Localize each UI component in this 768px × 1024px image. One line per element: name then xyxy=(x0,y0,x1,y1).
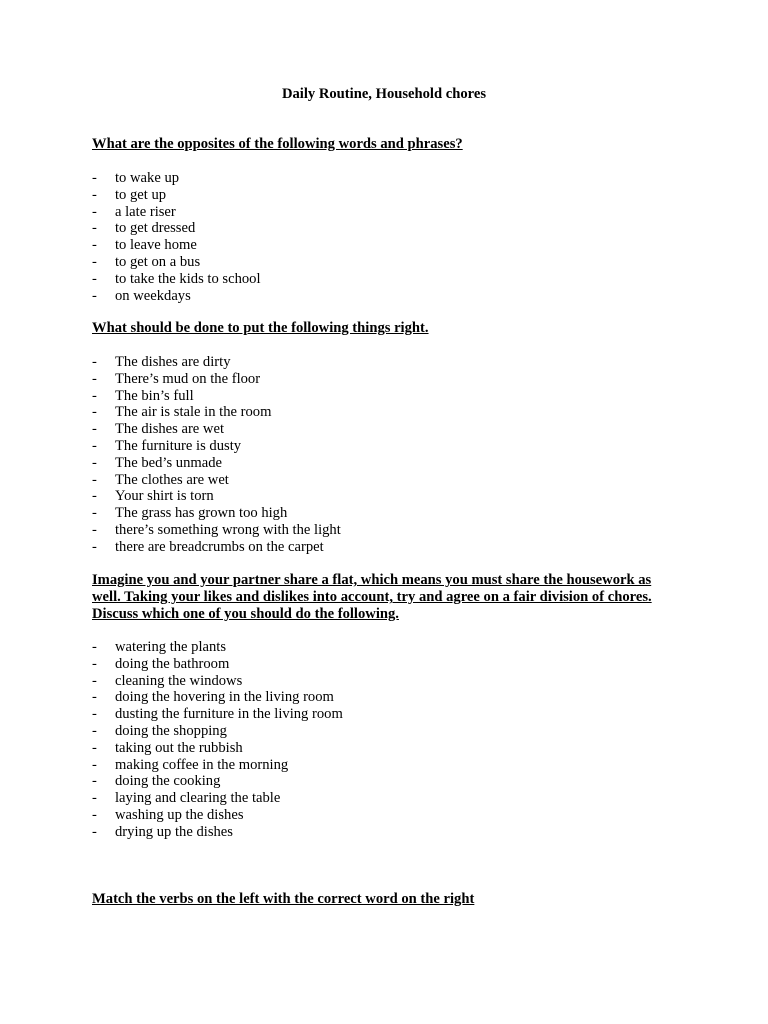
list-item xyxy=(92,673,692,690)
section-1-list xyxy=(92,170,692,304)
section-2-list xyxy=(92,354,692,556)
list-item-text: The air is stale in the room xyxy=(115,404,272,421)
bullet-dash: - xyxy=(92,170,97,186)
list-item-text: taking out the rubbish xyxy=(115,739,243,756)
bullet-dash: - xyxy=(92,203,97,220)
list-item-text: doing the hovering in the living room xyxy=(115,689,334,706)
list-item-text: The dishes are wet xyxy=(115,421,225,438)
bullet-dash: - xyxy=(92,186,97,203)
list-item-text: a late riser xyxy=(115,203,176,220)
section-1-heading: What are the opposites of the following words and phrases? xyxy=(92,136,463,152)
list-item xyxy=(92,472,692,489)
list-item-text: there are breadcrumbs on the carpet xyxy=(115,538,324,555)
bullet-dash: - xyxy=(92,237,97,254)
list-item-text: making coffee in the morning xyxy=(115,756,289,773)
list-item-text: The clothes are wet xyxy=(115,471,229,488)
list-item xyxy=(92,187,692,204)
bullet-dash: - xyxy=(92,538,97,555)
list-item xyxy=(92,522,692,539)
bullet-dash: - xyxy=(92,790,97,807)
list-item-text: dusting the furniture in the living room xyxy=(115,706,343,723)
bullet-dash: - xyxy=(92,689,97,706)
list-item-text: doing the bathroom xyxy=(115,655,230,672)
bullet-dash: - xyxy=(92,370,97,387)
list-item-text: Your shirt is torn xyxy=(115,488,214,505)
list-item xyxy=(92,773,692,790)
list-item xyxy=(92,388,692,405)
bullet-dash: - xyxy=(92,220,97,237)
list-item-text: The dishes are dirty xyxy=(115,354,231,370)
bullet-dash: - xyxy=(92,488,97,505)
bullet-dash: - xyxy=(92,421,97,438)
list-item xyxy=(92,220,692,237)
list-item-text: doing the shopping xyxy=(115,722,227,739)
list-item xyxy=(92,438,692,455)
list-item-text: There’s mud on the floor xyxy=(115,370,261,387)
list-item xyxy=(92,354,692,371)
list-item xyxy=(92,807,692,824)
list-item xyxy=(92,706,692,723)
bullet-dash: - xyxy=(92,639,97,655)
list-item xyxy=(92,539,692,556)
bullet-dash: - xyxy=(92,706,97,723)
list-item-text: to get dressed xyxy=(115,220,196,237)
section-3-list xyxy=(92,639,692,841)
section-3-heading: Imagine you and your partner share a flat, which means you must share the housework as well. Taking your likes and dislikes into account, try and agree on a fair division of chores. Discuss which one of you should do the following. xyxy=(92,572,652,622)
list-item-text: doing the cooking xyxy=(115,773,221,790)
bullet-dash: - xyxy=(92,354,97,370)
list-item xyxy=(92,254,692,271)
bullet-dash: - xyxy=(92,823,97,840)
section-4-heading: Match the verbs on the left with the correct word on the right xyxy=(92,891,475,907)
bullet-dash: - xyxy=(92,505,97,522)
bullet-dash: - xyxy=(92,672,97,689)
list-item-text: washing up the dishes xyxy=(115,806,244,823)
list-item-text: to wake up xyxy=(115,170,180,186)
bullet-dash: - xyxy=(92,287,97,304)
list-item xyxy=(92,288,692,305)
list-item xyxy=(92,371,692,388)
list-item xyxy=(92,656,692,673)
list-item xyxy=(92,204,692,221)
list-item xyxy=(92,404,692,421)
list-item xyxy=(92,824,692,841)
list-item-text: The furniture is dusty xyxy=(115,437,242,454)
list-item-text: laying and clearing the table xyxy=(115,790,281,807)
list-item-text: to get on a bus xyxy=(115,253,201,270)
list-item xyxy=(92,271,692,288)
list-item-text: The bed’s unmade xyxy=(115,454,222,471)
bullet-dash: - xyxy=(92,773,97,790)
list-item xyxy=(92,170,692,187)
list-item xyxy=(92,237,692,254)
bullet-dash: - xyxy=(92,806,97,823)
bullet-dash: - xyxy=(92,756,97,773)
list-item-text: to take the kids to school xyxy=(115,270,261,287)
list-item xyxy=(92,488,692,505)
list-item-text: The grass has grown too high xyxy=(115,505,288,522)
list-item-text: drying up the dishes xyxy=(115,823,233,840)
list-item-text: to leave home xyxy=(115,237,197,254)
list-item-text: there’s something wrong with the light xyxy=(115,521,341,538)
list-item xyxy=(92,639,692,656)
bullet-dash: - xyxy=(92,404,97,421)
bullet-dash: - xyxy=(92,655,97,672)
list-item xyxy=(92,421,692,438)
list-item xyxy=(92,757,692,774)
list-item xyxy=(92,790,692,807)
list-item-text: The bin’s full xyxy=(115,387,194,404)
list-item xyxy=(92,505,692,522)
list-item-text: cleaning the windows xyxy=(115,672,243,689)
bullet-dash: - xyxy=(92,387,97,404)
section-2-heading: What should be done to put the following things right. xyxy=(92,320,429,336)
list-item xyxy=(92,689,692,706)
bullet-dash: - xyxy=(92,437,97,454)
list-item xyxy=(92,723,692,740)
document-title: Daily Routine, Household chores xyxy=(281,86,487,102)
bullet-dash: - xyxy=(92,471,97,488)
bullet-dash: - xyxy=(92,739,97,756)
bullet-dash: - xyxy=(92,454,97,471)
list-item-text: on weekdays xyxy=(115,287,191,304)
bullet-dash: - xyxy=(92,722,97,739)
list-item-text: watering the plants xyxy=(115,639,227,655)
bullet-dash: - xyxy=(92,521,97,538)
list-item xyxy=(92,455,692,472)
bullet-dash: - xyxy=(92,270,97,287)
list-item xyxy=(92,740,692,757)
list-item-text: to get up xyxy=(115,186,167,203)
bullet-dash: - xyxy=(92,253,97,270)
